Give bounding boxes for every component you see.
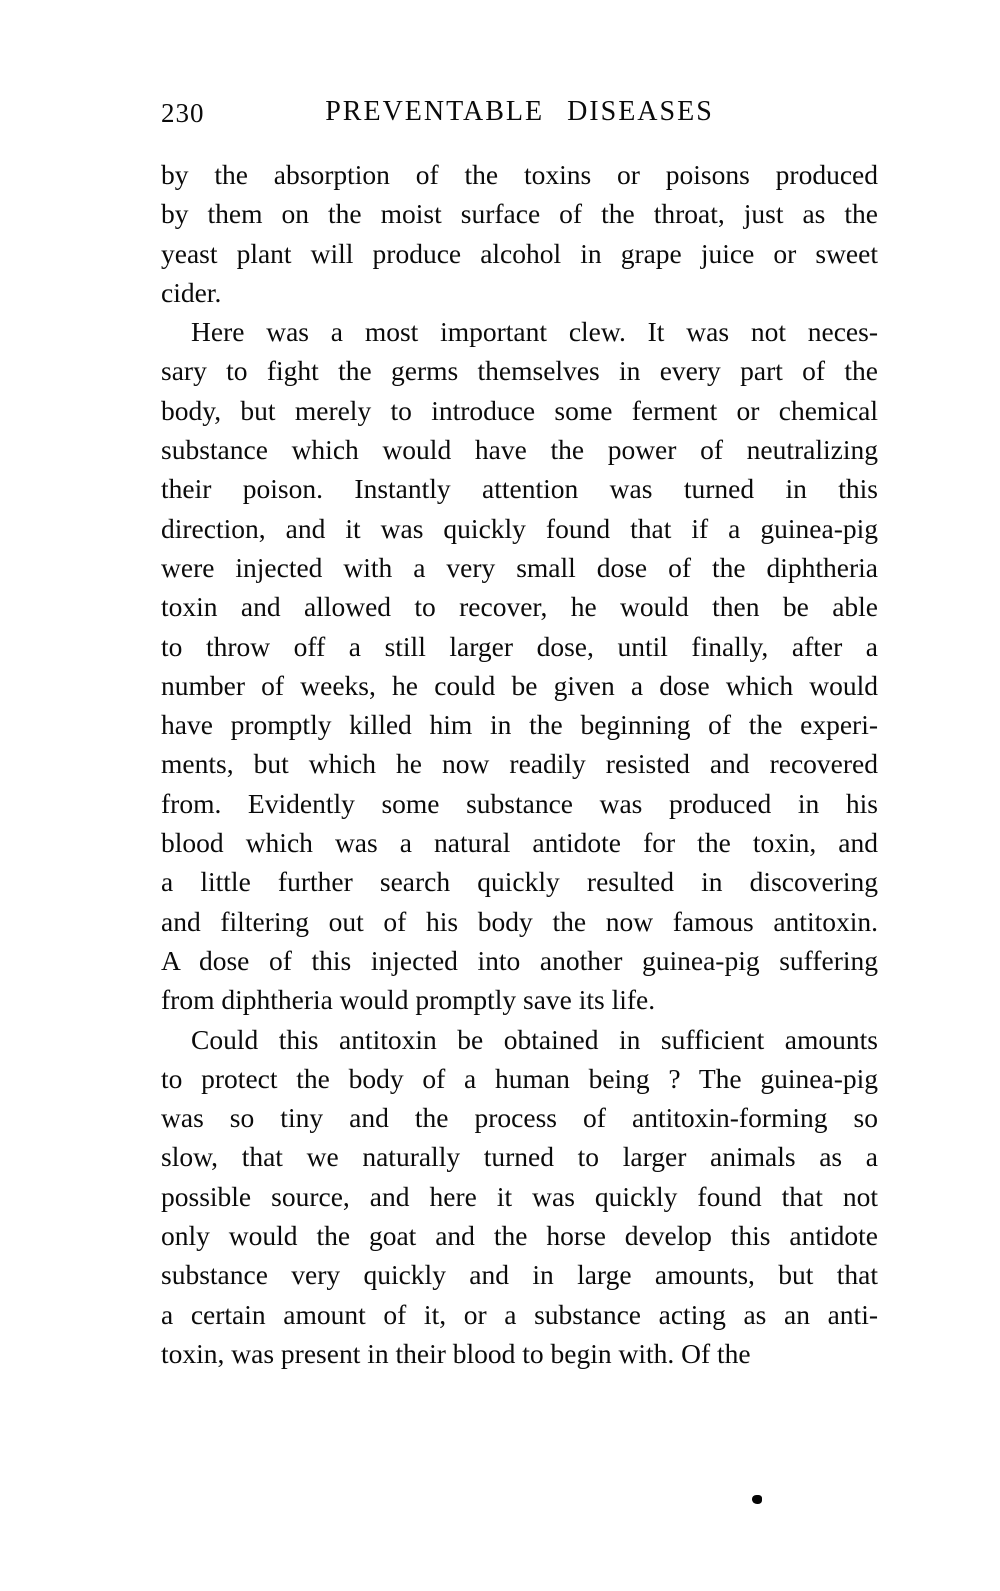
text-line: by the absorption of the toxins or poisons produced: [161, 159, 878, 190]
text-line: a certain amount of it, or a substance acting as an anti-: [161, 1298, 878, 1330]
text-line: a little further search quickly resulted in discovering: [161, 866, 878, 898]
text-line: sary to fight the germs themselves in every part of the: [161, 355, 878, 387]
page-header: [161, 96, 878, 132]
text-line: blood which was a natural antidote for the toxin, and: [161, 827, 878, 859]
text-line: were injected with a very small dose of the diphtheria: [161, 551, 878, 583]
text-line: ments, but which he now readily resisted and recovered: [161, 748, 878, 780]
text-line: direction, and it was quickly found that if a guinea-pig: [161, 512, 878, 544]
text-line: yeast plant will produce alcohol in grape juice or sweet: [161, 237, 878, 269]
text-line: was so tiny and the process of antitoxin-forming so: [161, 1102, 878, 1134]
text-line: cider.: [161, 276, 222, 308]
text-line: only would the goat and the horse develop this antidote: [161, 1220, 878, 1252]
text-line: their poison. Instantly attention was turned in this: [161, 473, 878, 505]
text-line: body, but merely to introduce some ferment or chemical: [161, 394, 878, 426]
paragraph: [161, 155, 878, 312]
text-line: A dose of this injected into another guinea-pig suffering: [161, 944, 878, 976]
paragraph: [161, 312, 878, 1019]
text-line: number of weeks, he could be given a dose which would: [161, 669, 878, 701]
text-line: possible source, and here it was quickly found that not: [161, 1180, 878, 1212]
text-line: Could this antitoxin be obtained in sufficient amounts: [191, 1023, 878, 1055]
text-line: by them on the moist surface of the throat, just as the: [161, 198, 878, 230]
text-line: from diphtheria would promptly save its life.: [161, 984, 656, 1016]
text-line: substance very quickly and in large amounts, but that: [161, 1259, 878, 1291]
text-line: to throw off a still larger dose, until finally, after a: [161, 630, 878, 662]
paragraph: [161, 1020, 878, 1374]
page-body: [161, 155, 878, 1373]
text-line: to protect the body of a human being ? The guinea-pig: [161, 1062, 878, 1094]
text-line: toxin and allowed to recover, he would then be able: [161, 591, 878, 623]
running-title: PREVENTABLE DISEASES: [325, 96, 714, 127]
text-line: from. Evidently some substance was produced in his: [161, 787, 878, 819]
page-number: 230: [161, 98, 205, 128]
text-line: substance which would have the power of neutralizing: [161, 434, 878, 466]
text-line: slow, that we naturally turned to larger animals as a: [161, 1141, 878, 1173]
ink-dot-artifact: [752, 1495, 762, 1504]
text-line: have promptly killed him in the beginning of the experi-: [161, 709, 878, 741]
text-line: and filtering out of his body the now famous antitoxin.: [161, 905, 878, 937]
text-line: Here was a most important clew. It was not neces-: [191, 316, 878, 348]
text-line: toxin, was present in their blood to begin with. Of the: [161, 1337, 751, 1369]
